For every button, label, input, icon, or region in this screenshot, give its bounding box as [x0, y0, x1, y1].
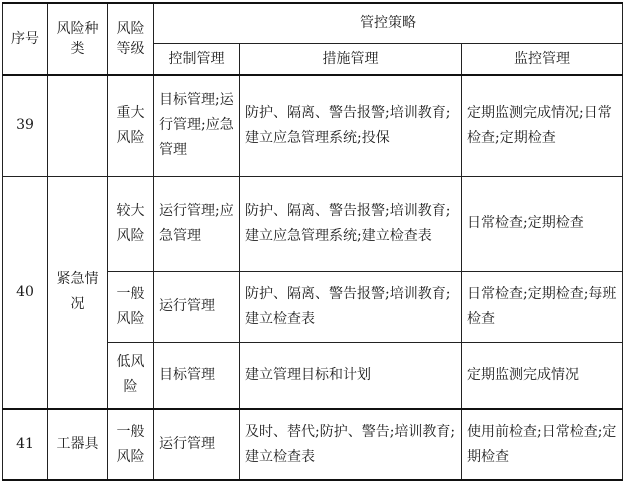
header-strategy: 管控策略	[154, 3, 623, 43]
measure-cell: 防护、隔离、警告报警;培训教育;建立检查表	[240, 271, 462, 342]
monitor-cell: 定期监测完成情况;日常检查;定期检查	[462, 75, 623, 176]
measure-cell: 防护、隔离、警告报警;培训教育;建立应急管理系统;投保	[240, 75, 462, 176]
risk-control-table	[2, 2, 623, 481]
type-cell	[48, 75, 108, 176]
measure-cell: 防护、隔离、警告报警;培训教育;建立应急管理系统;建立检查表	[240, 176, 462, 271]
monitor-cell: 日常检查;定期检查;每班检查	[462, 271, 623, 342]
seq-cell: 41	[3, 409, 48, 480]
level-cell: 一般风险	[108, 271, 154, 342]
measure-cell: 建立管理目标和计划	[240, 342, 462, 409]
header-seq: 序号	[3, 3, 48, 75]
monitor-cell: 日常检查;定期检查	[462, 176, 623, 271]
header-measure: 措施管理	[240, 43, 462, 75]
measure-cell: 及时、替代;防护、警告;培训教育;建立检查表	[240, 409, 462, 480]
level-cell: 低风险	[108, 342, 154, 409]
level-cell: 较大风险	[108, 176, 154, 271]
header-control: 控制管理	[154, 43, 240, 75]
control-cell: 目标管理;运行管理;应急管理	[154, 75, 240, 176]
table-row	[3, 75, 623, 176]
control-cell: 运行管理;应急管理	[154, 176, 240, 271]
control-cell: 目标管理	[154, 342, 240, 409]
level-cell: 重大风险	[108, 75, 154, 176]
table-row	[3, 409, 623, 480]
table-row	[3, 176, 623, 271]
type-cell: 工器具	[48, 409, 108, 480]
seq-cell: 40	[3, 176, 48, 409]
control-cell: 运行管理	[154, 409, 240, 480]
control-cell: 运行管理	[154, 271, 240, 342]
monitor-cell: 定期监测完成情况	[462, 342, 623, 409]
header-risk-level: 风险等级	[108, 3, 154, 75]
type-cell: 紧急情况	[48, 176, 108, 409]
header-risk-type: 风险种类	[48, 3, 108, 75]
monitor-cell: 使用前检查;日常检查;定期检查	[462, 409, 623, 480]
seq-cell: 39	[3, 75, 48, 176]
level-cell: 一般风险	[108, 409, 154, 480]
header-monitor: 监控管理	[462, 43, 623, 75]
